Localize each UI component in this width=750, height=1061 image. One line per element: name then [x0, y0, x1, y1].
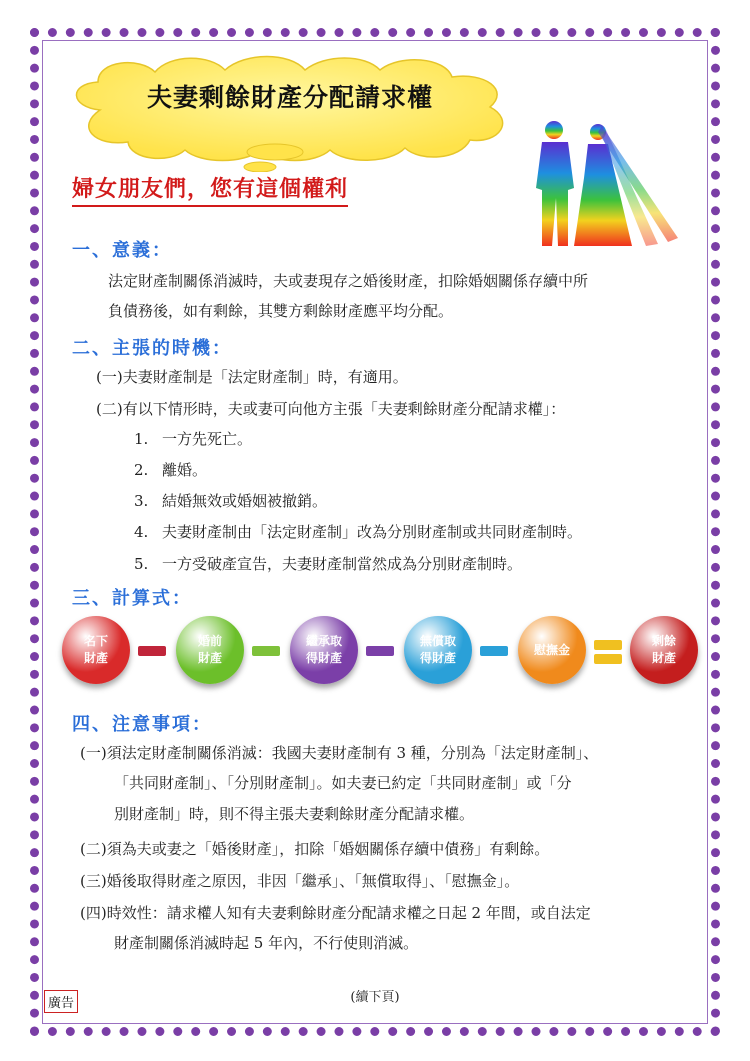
section2-subitem-number: 4. — [134, 523, 149, 541]
section2-subitem-number: 5. — [134, 555, 149, 573]
section2-subitem-number: 1. — [134, 430, 149, 448]
formula-node-gratuitous-property — [404, 616, 472, 684]
section2-subitem-number: 2. — [134, 461, 149, 479]
section4-item-line: (二)須為夫或妻之「婚後財產」，扣除「婚姻關係存續中債務」有剩餘。 — [80, 840, 550, 858]
couple-silhouette-image — [528, 118, 688, 250]
section4-item-line: (一)須法定財產制關係消滅：我國夫妻財產制有 3 種，分別為「法定財產制」、 — [80, 744, 599, 762]
formula-node-premarital-property — [176, 616, 244, 684]
formula-node-label: 得財產 — [305, 651, 342, 665]
section4-item-line: (四)時效性：請求權人知有夫妻剩餘財產分配請求權之日起 2 年間，或自法定 — [80, 904, 591, 922]
section4-item-line: 「共同財產制」、「分別財產制」。如夫妻已約定「共同財產制」或「分 — [114, 774, 572, 792]
formula-node-label: 財產 — [651, 651, 676, 665]
section4-heading: 四、注意事項： — [72, 714, 212, 735]
equals-operator-bottom — [594, 654, 622, 664]
formula-node-own-property — [62, 616, 130, 684]
section4-item-line: 別財產制」時，則不得主張夫妻剩餘財產分配請求權。 — [114, 805, 475, 823]
formula-node-inherited-property — [290, 616, 358, 684]
formula-node-label: 財產 — [197, 651, 222, 665]
formula-node-remaining-property — [630, 616, 698, 684]
section2-item: (二)有以下情形時，夫或妻可向他方主張「夫妻剩餘財產分配請求權」： — [96, 400, 566, 418]
formula-node-label: 婚前 — [197, 634, 222, 648]
section2-subitem-text: 一方先死亡。 — [162, 430, 253, 448]
section2-heading: 二、主張的時機： — [72, 338, 232, 359]
page-title: 夫妻剩餘財產分配請求權 — [146, 83, 433, 112]
minus-operator — [252, 646, 280, 656]
calculation-formula — [60, 612, 700, 694]
page-subtitle: 婦女朋友們，您有這個權利 — [72, 172, 348, 207]
section2-subitem-text: 一方受破產宣告，夫妻財產制當然成為分別財產制時。 — [162, 555, 523, 573]
section2-subitem-text: 夫妻財產制由「法定財產制」改為分別財產制或共同財產制時。 — [162, 523, 583, 541]
section3-heading: 三、計算式： — [72, 588, 192, 609]
section2-subitem-text: 結婚無效或婚姻被撤銷。 — [162, 492, 328, 510]
minus-operator — [480, 646, 508, 656]
section4-item-line: (三)婚後取得財產之原因，非因「繼承」、「無償取得」、「慰撫金」。 — [80, 872, 520, 890]
continued-next-page-note: (續下頁) — [350, 990, 400, 1005]
section4-item-line: 財產制關係消滅時起 5 年內，不行使則消滅。 — [114, 934, 419, 952]
formula-node-label: 繼承取 — [305, 634, 342, 648]
minus-operator — [366, 646, 394, 656]
section2-item: (一)夫妻財產制是「法定財產制」時，有適用。 — [96, 368, 408, 386]
formula-node-consolation-money — [518, 616, 586, 684]
section1-line: 法定財產制關係消滅時，夫或妻現存之婚後財產，扣除婚姻關係存續中所 — [108, 272, 589, 290]
equals-operator-top — [594, 640, 622, 650]
minus-operator — [138, 646, 166, 656]
section2-subitem-number: 3. — [134, 492, 149, 510]
section1-line: 負債務後，如有剩餘，其雙方剩餘財產應平均分配。 — [108, 302, 454, 320]
section1-heading: 一、意義： — [72, 240, 172, 261]
formula-node-label: 剩餘 — [651, 634, 676, 648]
section2-subitem-text: 離婚。 — [162, 461, 208, 479]
formula-node-label: 財產 — [83, 651, 108, 665]
formula-node-label: 無償取 — [419, 634, 456, 648]
advertisement-label: 廣告 — [44, 990, 78, 1013]
formula-node-label: 慰撫金 — [533, 642, 570, 657]
formula-node-label: 名下 — [83, 634, 108, 648]
formula-node-label: 得財產 — [419, 651, 456, 665]
